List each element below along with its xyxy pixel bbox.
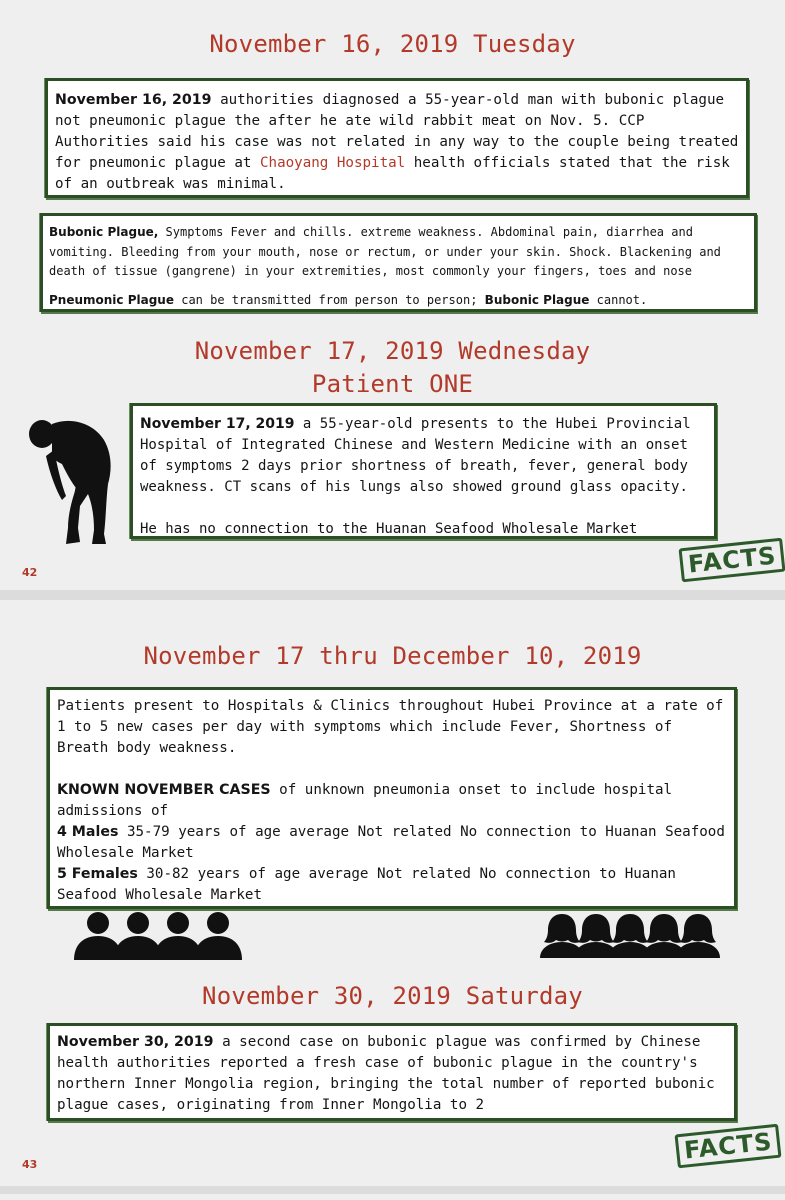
males-text: 35-79 years of age average Not related No connection to Huanan Seafood Wholesale Market [57, 824, 725, 861]
box-nov-30-report [47, 1023, 737, 1121]
nov-17-date-lead: November 17, 2019 [140, 416, 295, 432]
patient-one-text: a 55-year-old presents to the Hubei Provincial Hospital of Integrated Chinese and Western Medicine with an onset of symptoms 2 days prior shortness of breath, fever, general body weakness. CT scans of his lungs also showed ground glass opacity. [140, 416, 691, 495]
slide-page-43 [0, 600, 785, 1186]
nov-16-text-b: health officials stated that the risk of an outbreak was minimal. [55, 155, 730, 192]
nov-16-paragraph [55, 90, 739, 195]
facts-stamp: FACTS [679, 538, 785, 583]
next-page-edge [0, 1194, 785, 1200]
bubonic-plague-lead-2: Bubonic Plague [484, 292, 590, 307]
heading-nov-17-dec-10: November 17 thru December 10, 2019 [143, 642, 642, 670]
known-cases-paragraph [57, 780, 727, 822]
page-number-42: 42 [22, 566, 38, 579]
patient-one-paragraph [140, 414, 707, 498]
nov-30-date-lead: November 30, 2019 [57, 1034, 214, 1050]
males-paragraph [57, 822, 727, 864]
page-number-43: 43 [22, 1158, 38, 1171]
pneumonic-plague-lead: Pneumonic Plague [49, 292, 174, 307]
bubonic-symptoms-text: Symptoms Fever and chills. extreme weakness. Abdominal pain, diarrhea and vomiting. Bleeding from your mouth, nose or rectum, or under your skin. Shock. Blackening and death of tissue (gangrene) in your extremities, most commonly your fingers, toes and nose [49, 225, 721, 278]
known-november-cases-lead: KNOWN NOVEMBER CASES [57, 782, 271, 798]
bubonic-plague-lead: Bubonic Plague, [49, 225, 159, 239]
nov-30-text: a second case on bubonic plague was confirmed by Chinese health authorities reported a fresh case of bubonic plague in the country's northern Inner Mongolia region, bringing the total number of reported bubonic plague cases, originating from Inner Mongolia to 2 [57, 1034, 715, 1113]
nov-16-date-lead: November 16, 2019 [55, 92, 212, 108]
females-paragraph [57, 864, 727, 906]
transmission-text: can be transmitted from person to person; [174, 292, 485, 307]
box-patient-one [130, 403, 717, 539]
transmission-paragraph [49, 291, 748, 311]
box-nov-16-report [45, 78, 749, 198]
bubonic-symptoms-paragraph [49, 223, 748, 282]
heading-nov-17: November 17, 2019 Wednesday [194, 337, 591, 365]
transmission-text-end: cannot. [589, 292, 648, 307]
nov-30-paragraph [57, 1032, 727, 1116]
box-november-cases [47, 687, 737, 909]
females-text: 30-82 years of age average Not related No connection to Huanan Seafood Wholesale Market [57, 866, 676, 903]
males-lead: 4 Males [57, 824, 119, 840]
chaoyang-hospital-text: Chaoyang Hospital [260, 155, 406, 171]
patients-present-text: Patients present to Hospitals & Clinics throughout Hubei Province at a rate of 1 to 5 new cases per day with symptoms which include Fever, Shortness of Breath body weakness. [57, 698, 724, 756]
male-silhouettes-icon [70, 910, 245, 960]
heading-nov-16: November 16, 2019 Tuesday [209, 30, 576, 58]
known-cases-text: of unknown pneumonia onset to include hospital admissions of [57, 782, 673, 819]
female-silhouettes-icon [540, 912, 720, 958]
heading-nov-30: November 30, 2019 Saturday [202, 982, 583, 1010]
slide-page-42 [0, 0, 785, 590]
no-connection-text: He has no connection to the Huanan Seafood Wholesale Market [140, 521, 638, 537]
facts-stamp-43: FACTS [675, 1124, 782, 1169]
box-plague-symptoms [40, 213, 757, 312]
females-lead: 5 Females [57, 866, 138, 882]
nov-16-text-a: authorities diagnosed a 55-year-old man with bubonic plague not pneumonic plague the after he ate wild rabbit meat on Nov. 5. CCP Authorities said his case was not related in any way to the couple being treated for pneumonic plague at [55, 92, 739, 171]
sick-man-silhouette-icon [22, 410, 117, 550]
heading-patient-one: Patient ONE [311, 370, 474, 398]
